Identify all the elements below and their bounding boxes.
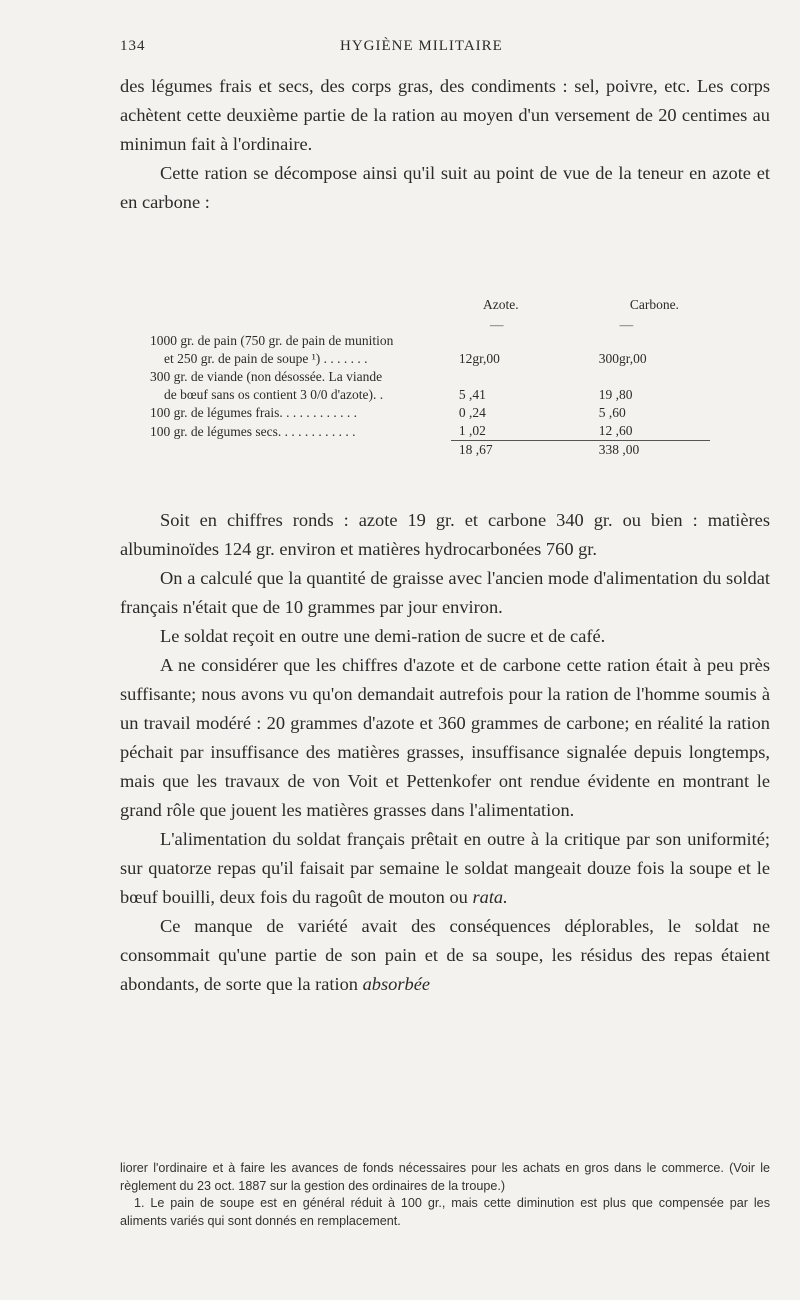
paragraph: Le soldat reçoit en outre une demi-ration de sucre et de café. xyxy=(160,626,606,646)
table-row xyxy=(150,404,710,422)
running-header xyxy=(120,38,760,62)
row-label: 1000 gr. de pain (750 gr. de pain de munition et 250 gr. de pain de soupe ¹) . . . . . . . xyxy=(150,333,394,366)
azote-value: 12gr,00 xyxy=(458,351,500,366)
page-number: 134 xyxy=(120,38,146,54)
column-header-azote: Azote. xyxy=(483,297,519,312)
emphasis-rata: rata. xyxy=(472,887,508,907)
table-row xyxy=(150,332,710,368)
emphasis-absorbee: absorbée xyxy=(362,974,431,994)
azote-value: 1 ,02 xyxy=(458,423,486,438)
paragraph: L'alimentation du soldat français prêtait en outre à la critique par son uniformité; sur quatorze repas qu'il faisait par semaine le soldat mangeait douze fois la soupe et le bœuf bouilli, deux fois du ragoût de mouton ou rata. xyxy=(120,829,770,907)
footnotes xyxy=(120,1160,770,1230)
table-row xyxy=(150,368,710,404)
row-label: 100 gr. de légumes secs. . . . . . . . . . . . xyxy=(150,423,356,439)
carbone-value: 300gr,00 xyxy=(598,351,647,366)
table-total-row xyxy=(150,441,710,460)
azote-value: 0 ,24 xyxy=(458,405,486,420)
carbone-total: 338 ,00 xyxy=(543,441,710,460)
running-title: HYGIÈNE MILITAIRE xyxy=(340,38,503,54)
header-dash: — xyxy=(490,317,504,332)
body-text-bottom xyxy=(120,506,770,999)
paragraph: Ce manque de variété avait des conséquences déplorables, le soldat ne consommait qu'une partie de son pain et de sa soupe, les résidus des repas étaient abondants, de sorte que la ration absorbée xyxy=(120,916,770,994)
paragraph: A ne considérer que les chiffres d'azote et de carbone cette ration était à peu près suffisante; nous avons vu qu'on demandait autrefois pour la ration de l'homme soumis à un travail modéré : 20 grammes d'azote et 360 grammes de carbone; en réalité la ration péchait par insuffisance des matières grasses, insuffisance signalée depuis longtemps, mais que les travaux de von Voit et Pettenkofer ont rendue évidente en montrant le grand rôle que jouent les matières grasses dans l'alimentation. xyxy=(120,655,770,820)
azote-total: 18 ,67 xyxy=(451,441,543,460)
footnote-continuation: liorer l'ordinaire et à faire les avances de fonds nécessaires pour les achats en gros dans le commerce. (Voir le règlement du 23 oct. 1887 sur la gestion des ordinaires de la troupe.) xyxy=(120,1161,770,1193)
footnote: 1. Le pain de soupe est en général réduit à 100 gr., mais cette diminution est plus que compensée par les aliments variés qui sont donnés en remplacement. xyxy=(120,1196,770,1228)
row-label: 300 gr. de viande (non désossée. La viande de bœuf sans os contient 3 0/0 d'azote). . xyxy=(150,369,384,402)
paragraph: Soit en chiffres ronds : azote 19 gr. et carbone 340 gr. ou bien : matières albuminoïdes 124 gr. environ et matières hydrocarbonées 760 gr. xyxy=(120,510,770,559)
body-text-top xyxy=(120,72,770,217)
header-dash: — xyxy=(619,317,634,332)
carbone-value: 12 ,60 xyxy=(598,423,633,438)
table-row xyxy=(150,422,710,441)
row-label: 100 gr. de légumes frais. . . . . . . . . . . . xyxy=(150,405,357,420)
column-header-carbone: Carbone. xyxy=(629,297,679,312)
azote-value: 5 ,41 xyxy=(458,387,486,402)
carbone-value: 19 ,80 xyxy=(598,387,633,402)
paragraph: des légumes frais et secs, des corps gras, des condiments : sel, poivre, etc. Les corps achètent cette deuxième partie de la ration au moyen d'un versement de 20 centimes au minimun fait à l'ordinaire. xyxy=(120,76,770,154)
carbone-value: 5 ,60 xyxy=(598,405,626,420)
nutrition-table xyxy=(150,296,710,459)
paragraph: Cette ration se décompose ainsi qu'il suit au point de vue de la teneur en azote et en carbone : xyxy=(120,163,770,212)
paragraph: On a calculé que la quantité de graisse avec l'ancien mode d'alimentation du soldat français n'était que de 10 grammes par jour environ. xyxy=(120,568,770,617)
